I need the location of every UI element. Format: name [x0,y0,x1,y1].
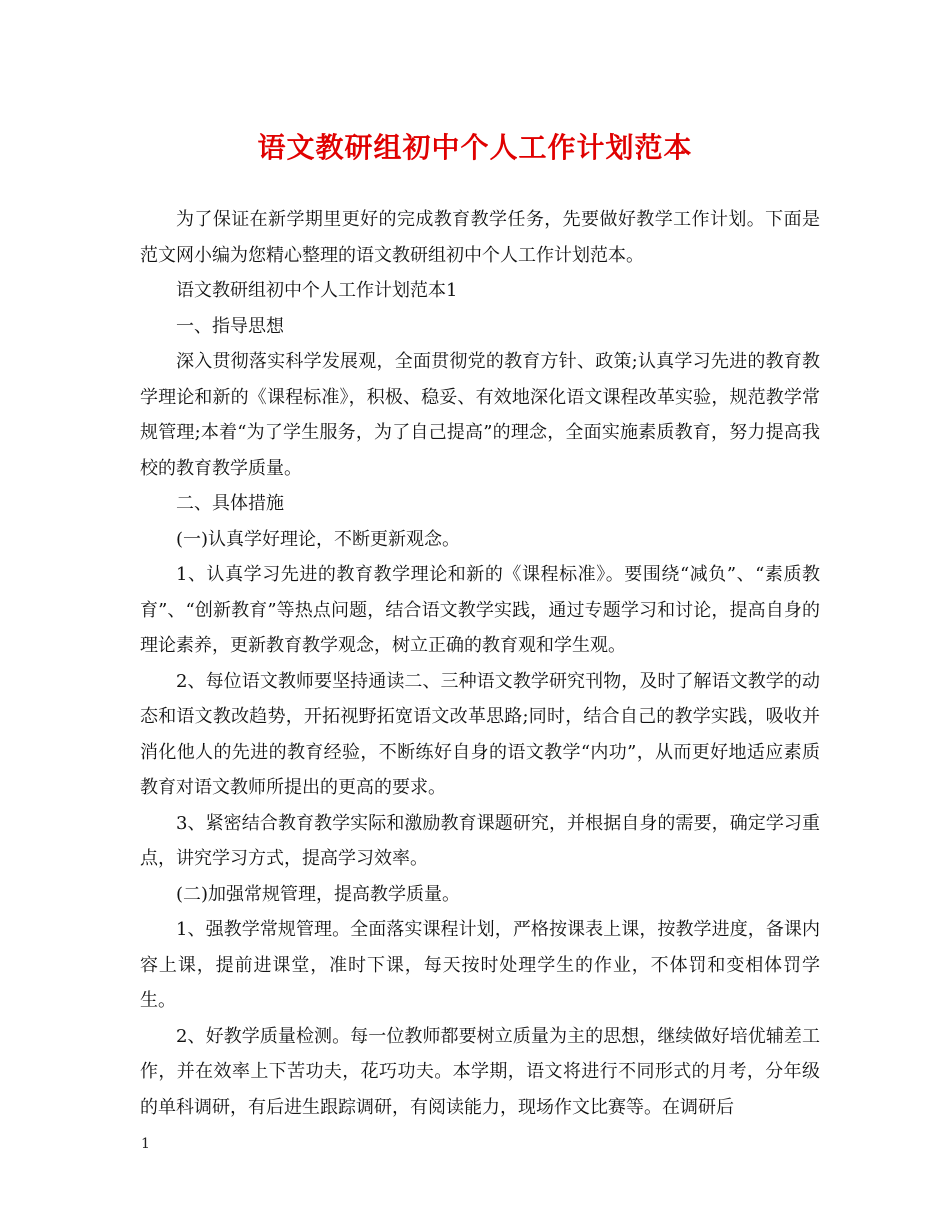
guiding-ideology-paragraph: 深入贯彻落实科学发展观，全面贯彻党的教育方针、政策;认真学习先进的教育教学理论和新的《课程标准》，积极、稳妥、有效地深化语文课程改革实验，规范教学常规管理;本着“为了学生服务，为了自己提高”的理念，全面实施素质教育，努力提高我校的教育教学质量。 [140,351,820,479]
management-paragraph-2: 2、好教学质量检测。每一位教师都要树立质量为主的思想，继续做好培优辅差工作，并在效率上下苦功夫，花巧功夫。本学期，语文将进行不同形式的月考，分年级的单科调研，有后进生跟踪调研，有阅读能力，现场作文比赛等。在调研后 [140,1025,820,1118]
section-heading-plan-1: 语文教研组初中个人工作计划范本1 [176,280,458,301]
section-heading-guiding-ideology: 一、指导思想 [176,315,284,337]
measure-paragraph-2: 2、每位语文教师要坚持通读二、三种语文教学研究刊物，及时了解语文教学的动态和语文教改趋势，开拓视野拓宽语文改革思路;同时，结合自己的教学实践，吸收并消化他人的先进的教育经验，不断练好自身的语文教学“内功”，从而更好地适应素质教育对语文教师所提出的更高的要求。 [140,670,820,798]
document-body [140,202,820,1125]
section-heading-measures: 二、具体措施 [176,493,284,514]
page-number: 1 [141,1136,150,1152]
subheading-management: (二)加强常规管理，提高教学质量。 [176,883,461,905]
document-title: 语文教研组初中个人工作计划范本 [257,131,693,164]
intro-paragraph: 为了保证在新学期里更好的完成教育教学任务，先要做好教学工作计划。下面是范文网小编为您精心整理的语文教研组初中个人工作计划范本。 [140,209,820,266]
measure-paragraph-3: 3、紧密结合教育教学实际和激励教育课题研究，并根据自身的需要，确定学习重点，讲究学习方式，提高学习效率。 [140,812,820,869]
subheading-theory: (一)认真学好理论，不断更新观念。 [176,528,461,550]
management-paragraph-1: 1、强教学常规管理。全面落实课程计划，严格按课表上课，按教学进度，备课内容上课，提前进课堂，准时下课，每天按时处理学生的作业，不体罚和变相体罚学生。 [140,919,820,1011]
measure-paragraph-1: 1、认真学习先进的教育教学理论和新的《课程标准》。要围绕“减负”、“素质教育”、“创新教育”等热点问题，结合语文教学实践，通过专题学习和讨论，提高自身的理论素养，更新教育教学观念，树立正确的教育观和学生观。 [140,564,820,656]
